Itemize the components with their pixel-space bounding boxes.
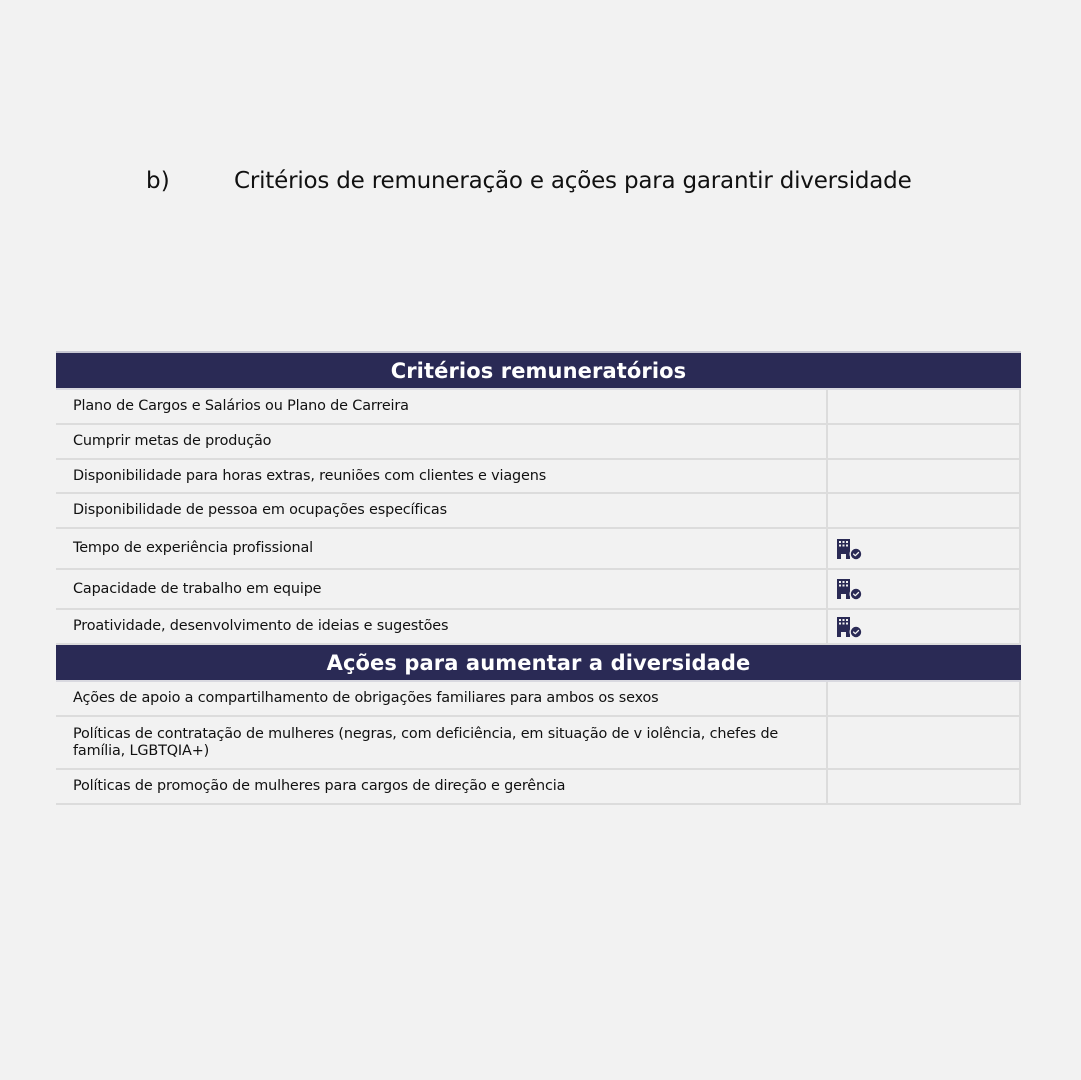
row-label: Plano de Cargos e Salários ou Plano de Carreira [56, 390, 828, 423]
row-mark-cell [828, 390, 1021, 423]
row-mark-cell [828, 770, 1021, 803]
row-label: Políticas de contratação de mulheres (negras, com deficiência, em situação de v iolência, chefes de família, LGBTQIA+) [56, 717, 828, 768]
criteria-table [56, 351, 1021, 805]
row-mark-cell [828, 570, 1021, 608]
table-row [56, 529, 1021, 570]
row-mark-cell [828, 494, 1021, 527]
row-mark-cell [828, 425, 1021, 458]
row-mark-cell [828, 717, 1021, 768]
row-label: Tempo de experiência profissional [56, 529, 828, 568]
table-row [56, 460, 1021, 494]
row-label: Políticas de promoção de mulheres para cargos de direção e gerência [56, 770, 828, 803]
table-row [56, 425, 1021, 460]
section-header-title: Critérios remuneratórios [390, 358, 687, 383]
table-row [56, 494, 1021, 529]
section-title: Critérios de remuneração e ações para garantir diversidade [234, 168, 912, 194]
section-marker: b) [146, 168, 170, 194]
building-check-icon [836, 538, 864, 560]
row-mark-cell [828, 610, 1021, 643]
row-mark-cell [828, 460, 1021, 492]
table-row [56, 717, 1021, 770]
table-row [56, 770, 1021, 805]
table-row [56, 682, 1021, 717]
row-label: Capacidade de trabalho em equipe [56, 570, 828, 608]
row-mark-cell [828, 529, 1021, 568]
table-row [56, 390, 1021, 425]
row-label: Ações de apoio a compartilhamento de obrigações familiares para ambos os sexos [56, 682, 828, 715]
section-header-remuneration [56, 353, 1021, 390]
section-header-title: Ações para aumentar a diversidade [326, 650, 751, 675]
section-header-diversity [56, 645, 1021, 682]
table-row [56, 610, 1021, 645]
row-mark-cell [828, 682, 1021, 715]
table-row [56, 570, 1021, 610]
row-label: Disponibilidade para horas extras, reuniões com clientes e viagens [56, 460, 828, 492]
row-label: Proatividade, desenvolvimento de ideias e sugestões [56, 610, 828, 643]
row-label: Cumprir metas de produção [56, 425, 828, 458]
row-label: Disponibilidade de pessoa em ocupações específicas [56, 494, 828, 527]
building-check-icon [836, 578, 864, 600]
building-check-icon [836, 616, 864, 638]
